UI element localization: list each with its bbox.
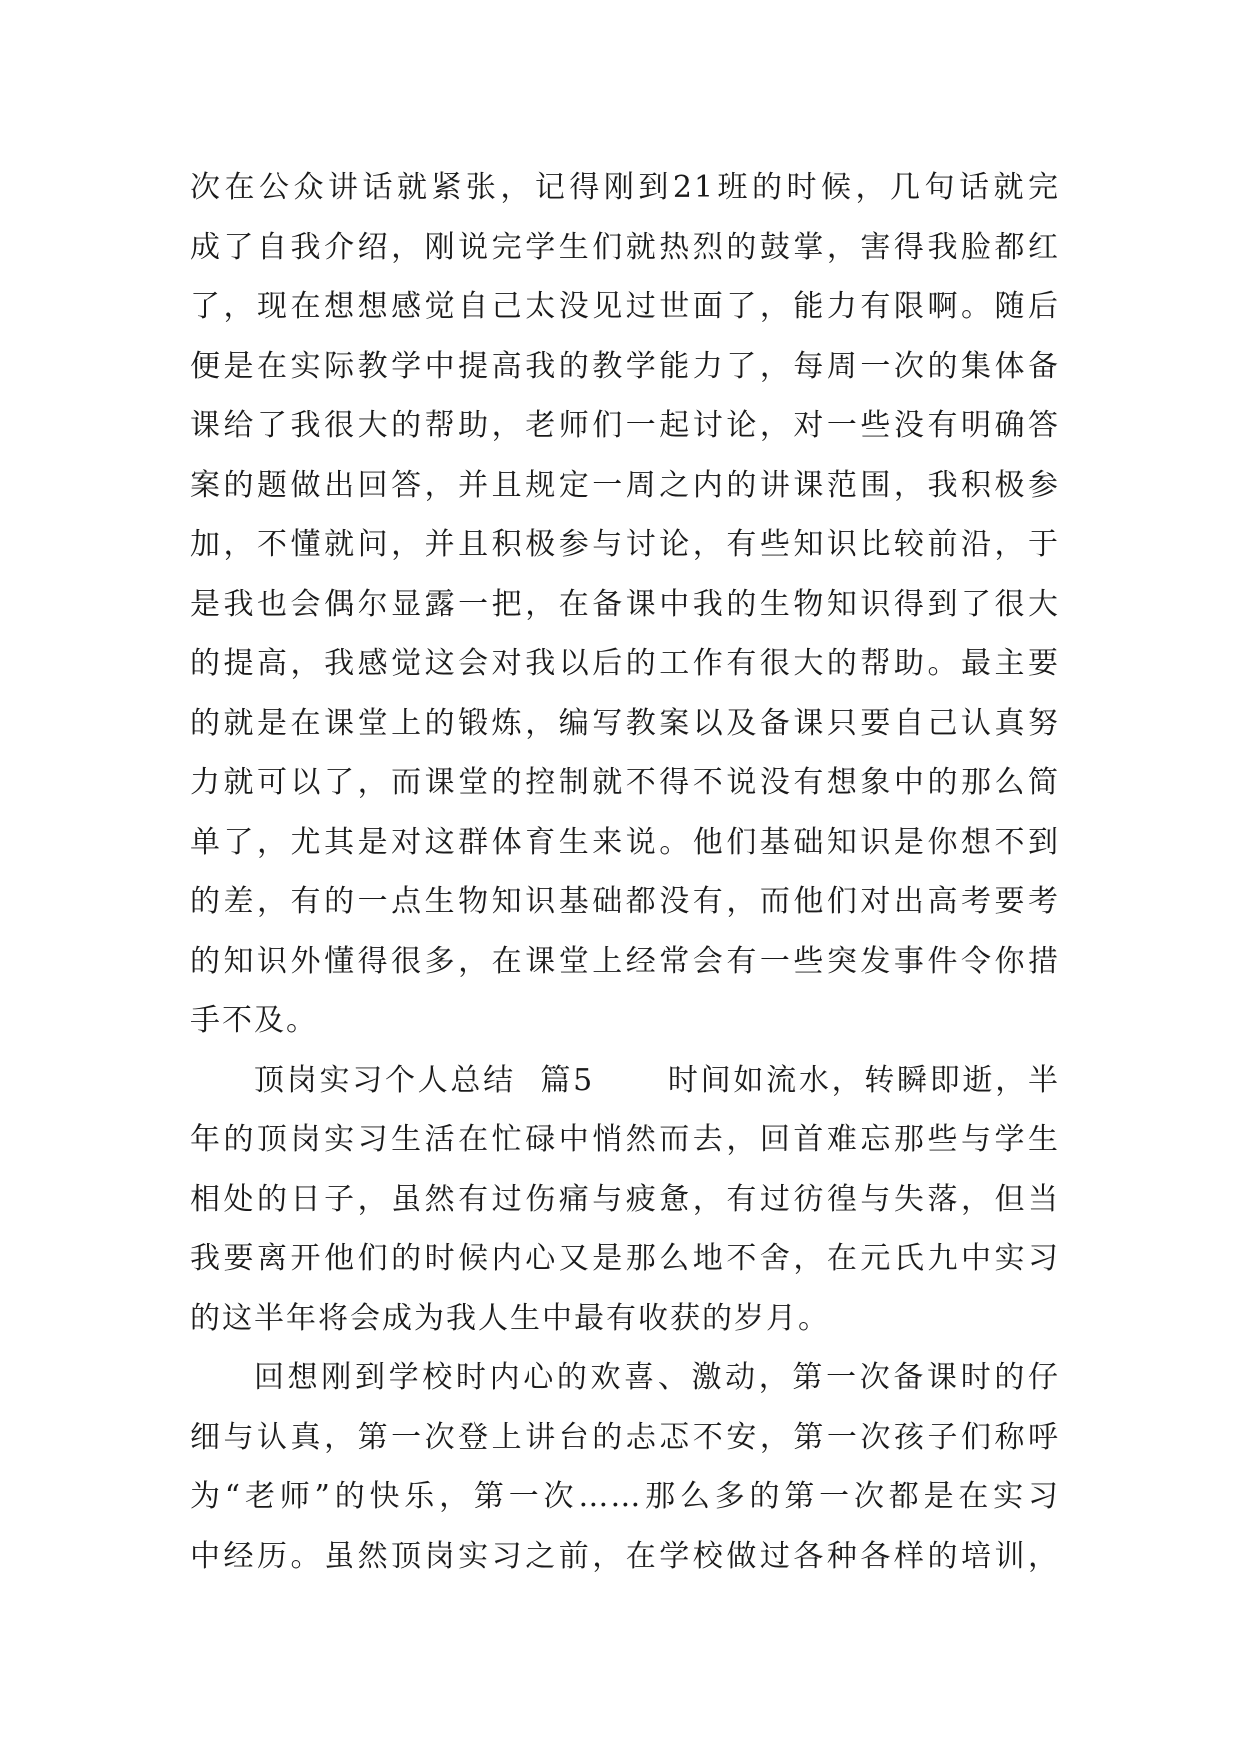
text-line: 细与认真，第一次登上讲台的忐忑不安，第一次孩子们称呼 <box>190 1419 1060 1455</box>
text-line: 加，不懂就问，并且积极参与讨论，有些知识比较前沿，于 <box>190 527 1060 562</box>
text-line: 成了自我介绍，刚说完学生们就热烈的鼓掌，害得我脸都红 <box>190 229 1060 265</box>
text-line: 力就可以了，而课堂的控制就不得不说没有想象中的那么简 <box>190 765 1060 800</box>
section-heading-line: 顶岗实习个人总结 篇5 时间如流水，转瞬即逝，半 <box>254 1062 1060 1098</box>
text-line: 课给了我很大的帮助，老师们一起讨论，对一些没有明确答 <box>190 408 1060 443</box>
text-line: 中经历。虽然顶岗实习之前，在学校做过各种各样的培训， <box>190 1538 1060 1574</box>
text-line: 了，现在想想感觉自己太没见过世面了，能力有限啊。随后 <box>190 289 1060 324</box>
text-line: 次在公众讲话就紧张，记得刚到21班的时候，几句话就完 <box>190 170 1060 205</box>
text-line: 是我也会偶尔显露一把，在备课中我的生物知识得到了很大 <box>190 586 1060 622</box>
text-line: 的知识外懂得很多，在课堂上经常会有一些突发事件令你措 <box>190 943 1060 979</box>
text-line: 手不及。 <box>190 1003 318 1038</box>
paragraph-start-line: 回想刚到学校时内心的欢喜、激动，第一次备课时的仔 <box>254 1360 1060 1395</box>
text-line: 年的顶岗实习生活在忙碌中悄然而去，回首难忘那些与学生 <box>190 1122 1060 1157</box>
text-line: 案的题做出回答，并且规定一周之内的讲课范围，我积极参 <box>190 467 1060 503</box>
text-line: 为“老师”的快乐，第一次……那么多的第一次都是在实习 <box>190 1479 1060 1514</box>
text-line: 我要离开他们的时候内心又是那么地不舍，在元氏九中实习 <box>190 1241 1060 1276</box>
body-text <box>190 158 1060 1586</box>
text-line: 便是在实际教学中提高我的教学能力了，每周一次的集体备 <box>190 348 1060 384</box>
text-line: 的这半年将会成为我人生中最有收获的岁月。 <box>190 1300 830 1336</box>
text-line: 的就是在课堂上的锻炼，编写教案以及备课只要自己认真努 <box>190 705 1060 741</box>
text-line: 的差，有的一点生物知识基础都没有，而他们对出高考要考 <box>190 884 1060 919</box>
text-line: 单了，尤其是对这群体育生来说。他们基础知识是你想不到 <box>190 824 1060 860</box>
text-line: 相处的日子，虽然有过伤痛与疲惫，有过彷徨与失落，但当 <box>190 1181 1060 1217</box>
text-line: 的提高，我感觉这会对我以后的工作有很大的帮助。最主要 <box>190 646 1060 681</box>
